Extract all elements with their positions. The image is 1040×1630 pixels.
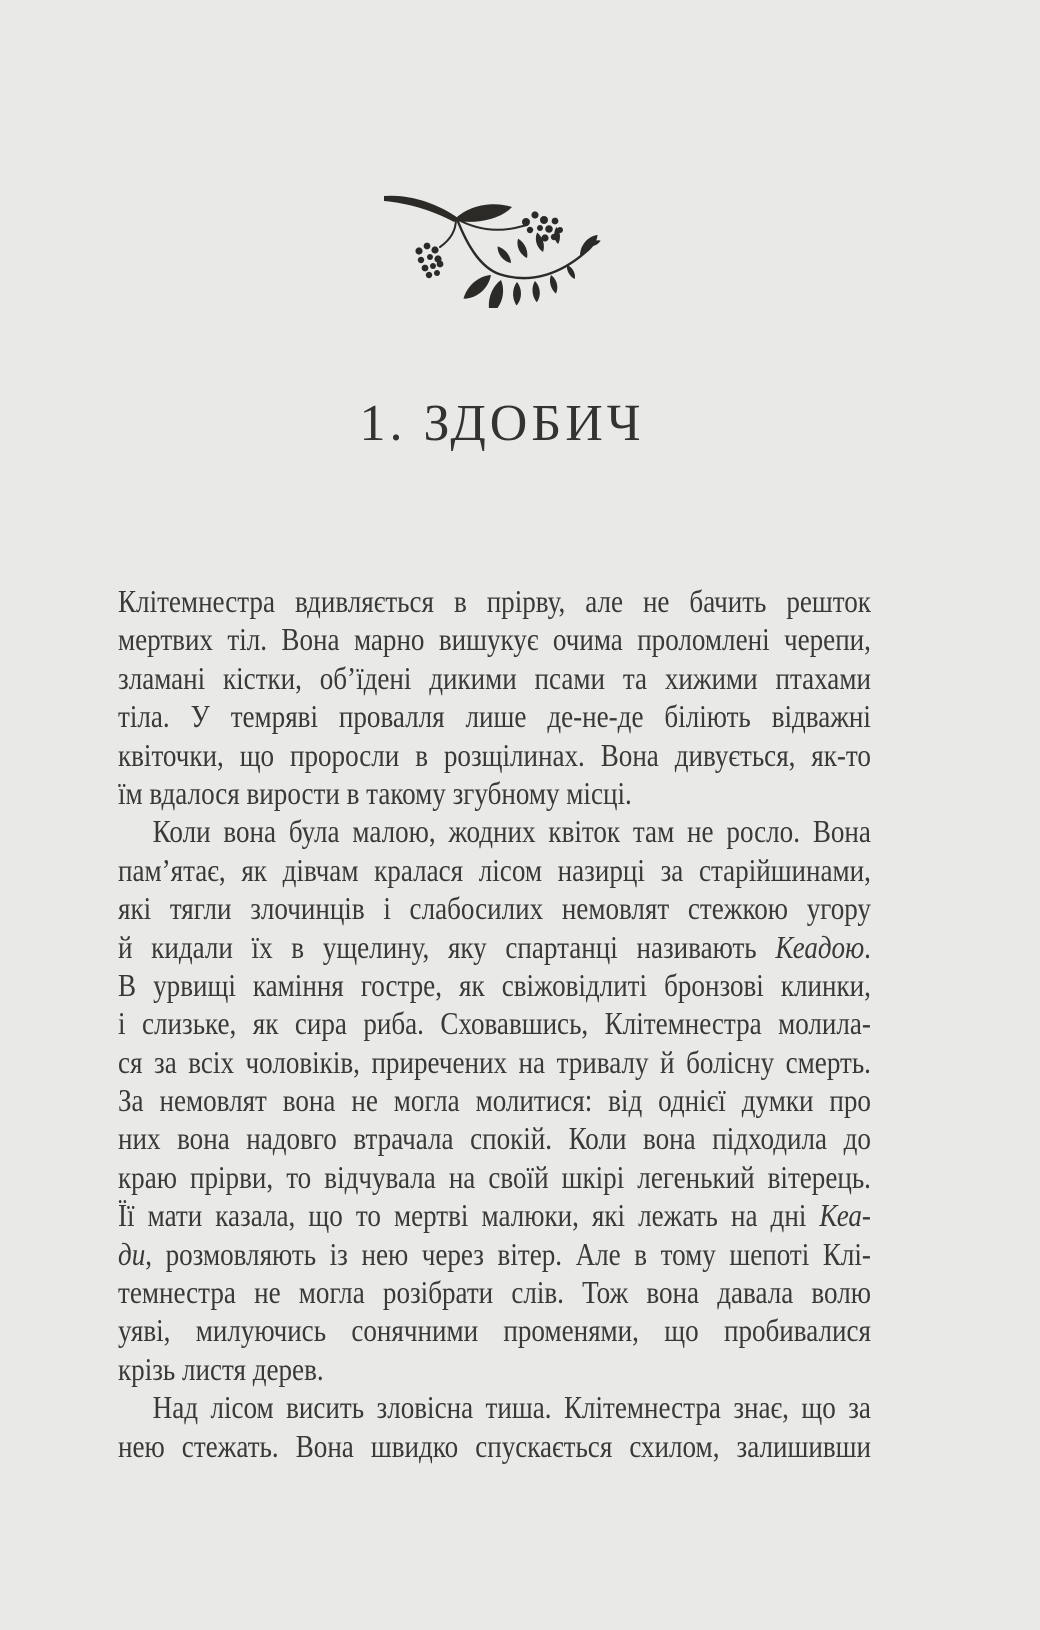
text-line xyxy=(118,1158,871,1196)
text-line xyxy=(118,736,871,774)
text-segment: й кидали їх в ущелину, яку спартанці називають xyxy=(118,928,776,965)
text-line xyxy=(118,889,871,927)
text-line xyxy=(118,582,871,620)
text-line xyxy=(118,1427,871,1465)
text-segment: краю прірви, то відчувала на своїй шкірі легенький вітерець. xyxy=(118,1158,871,1195)
text-segment: тіла. У темряві провалля лише де-не-де біліють відважні xyxy=(118,698,871,735)
chapter-title: 1. ЗДОБИЧ xyxy=(359,395,645,452)
text-line xyxy=(118,1311,871,1349)
italic-term: Кеадою xyxy=(775,928,865,965)
text-segment: пам’ятає, як дівчам кралася лісом назирці за старійшинами, xyxy=(118,851,871,888)
text-segment: Клітемнестра вдивляється в прірву, але не бачить решток xyxy=(118,583,871,619)
text-line xyxy=(118,1235,871,1273)
text-line xyxy=(118,928,871,966)
text-line xyxy=(118,1043,871,1081)
text-line xyxy=(118,1081,871,1119)
text-line xyxy=(118,1196,871,1234)
text-line xyxy=(118,697,871,735)
text-segment: уяві, милуючись сонячними променями, що пробивалися xyxy=(118,1312,871,1349)
text-segment: їм вдалося вирости в такому згубному місці. xyxy=(118,774,632,811)
text-segment: . xyxy=(864,928,871,965)
text-segment: Над лісом висить зловісна тиша. Клітемнестра знає, що за xyxy=(152,1389,871,1426)
floral-branch-icon xyxy=(377,183,627,308)
text-segment: і слизьке, як сира риба. Сховавшись, Клітемнестра молила- xyxy=(118,1005,871,1042)
text-segment: квіточки, що проросли в розщілинах. Вона дивується, як-то xyxy=(118,736,871,773)
text-segment: В урвищі каміння гостре, як свіжовідлиті бронзові клинки, xyxy=(118,966,871,1003)
text-segment: темнестра не могла розібрати слів. Тож вона давала волю xyxy=(118,1274,871,1311)
text-segment: За немовлят вона не могла молитися: від однієї думки про xyxy=(118,1082,871,1119)
text-line xyxy=(118,1350,871,1388)
text-segment: нею стежать. Вона швидко спускається схилом, залишивши xyxy=(118,1427,871,1464)
text-segment: Її мати казала, що то мертві малюки, які лежать на дні xyxy=(118,1197,820,1234)
text-segment: , розмовляють із нею через вітер. Але в тому шепоті Клі- xyxy=(145,1235,871,1272)
italic-term: Кеа- xyxy=(819,1197,871,1234)
text-line xyxy=(118,851,871,889)
text-line xyxy=(118,966,871,1004)
text-line xyxy=(118,774,871,812)
text-line xyxy=(118,620,871,658)
text-segment: Коли вона була малою, жодних квіток там не росло. Вона xyxy=(152,813,871,850)
chapter-text xyxy=(118,582,871,1465)
text-line xyxy=(118,1004,871,1042)
text-segment: крізь листя дерев. xyxy=(118,1350,324,1387)
italic-term: ди xyxy=(118,1235,146,1272)
text-line xyxy=(118,1119,871,1157)
chapter-ornament xyxy=(377,183,627,311)
text-segment: зламані кістки, об’їдені дикими псами та хижими птахами xyxy=(118,659,871,696)
text-line xyxy=(118,659,871,697)
text-line xyxy=(118,1388,871,1426)
text-segment: ся за всіх чоловіків, приречених на тривалу й болісну смерть. xyxy=(118,1043,871,1080)
text-line xyxy=(118,1273,871,1311)
text-segment: які тягли злочинців і слабосилих немовлят стежкою угору xyxy=(118,890,871,927)
text-segment: них вона надовго втрачала спокій. Коли вона підходила до xyxy=(118,1120,871,1157)
text-segment: мертвих тіл. Вона марно вишукує очима проломлені черепи, xyxy=(118,621,871,658)
text-line xyxy=(118,812,871,850)
